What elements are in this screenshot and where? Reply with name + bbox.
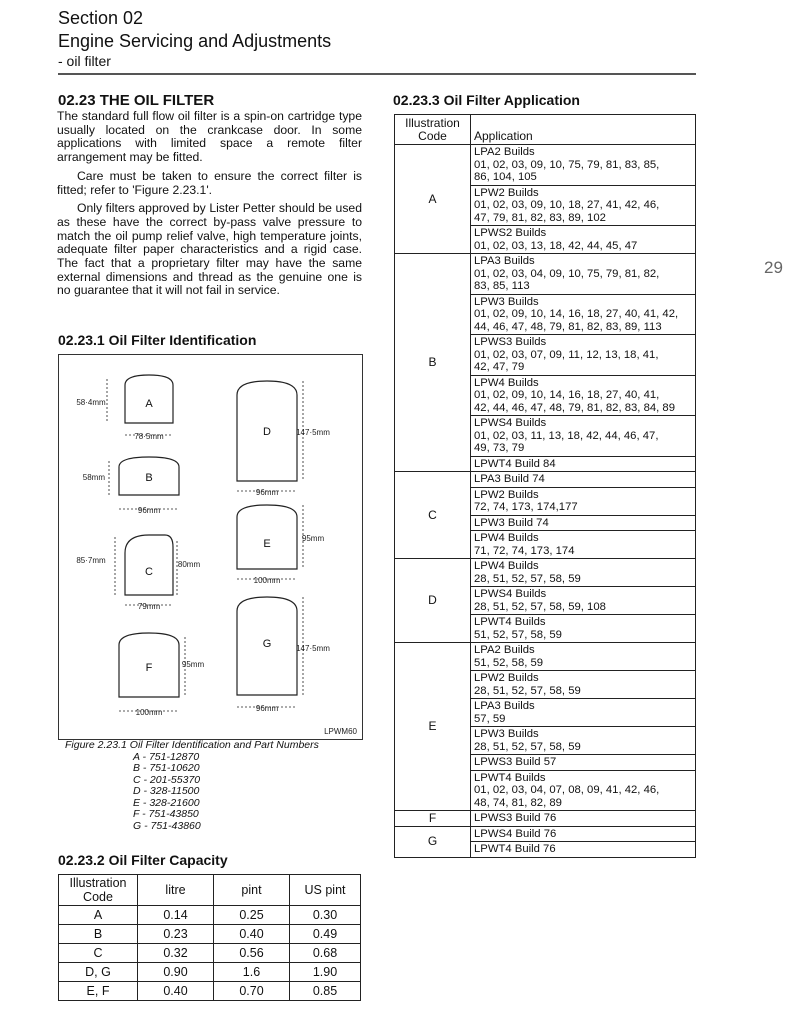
filter-c-outline: [125, 535, 173, 595]
col-header: Illustration Code: [59, 875, 138, 906]
col-header: pint: [214, 875, 290, 906]
table-row: [59, 906, 361, 925]
entry-line: LPWS4 Builds: [474, 417, 547, 429]
caption-title: Figure 2.23.1 Oil Filter Identification and Part Numbers: [65, 739, 319, 751]
entry-line: 28, 51, 52, 57, 58, 59: [474, 572, 581, 585]
filter-e-outline: [237, 505, 297, 569]
oil-filter-heading: 02.23 THE OIL FILTER: [58, 92, 215, 109]
cell: C: [59, 944, 138, 963]
application-entry: [471, 811, 695, 826]
cell: 0.90: [138, 963, 214, 982]
entry-line: 28, 51, 52, 57, 58, 59, 108: [474, 600, 606, 613]
dim-b-width: 96mm: [137, 506, 161, 515]
label-c: C: [145, 566, 153, 578]
dim-g-width: 96mm: [255, 704, 279, 713]
intro-text: [57, 110, 362, 303]
page-number: 29: [764, 258, 783, 277]
dim-c-height: 85·7mm: [76, 556, 106, 565]
entry-line: 57, 59: [474, 712, 506, 725]
label-f: F: [145, 662, 153, 674]
part-number: B - 751-10620: [133, 762, 200, 774]
cell: 0.40: [214, 925, 290, 944]
cell: E, F: [59, 982, 138, 1001]
label-e: E: [263, 538, 271, 550]
application-entry: [471, 671, 695, 699]
filter-diagram: [59, 355, 362, 739]
header-rule: [58, 73, 696, 75]
table-row: [395, 559, 696, 643]
application-entry: [471, 516, 695, 532]
entry-line: LPA3 Builds: [474, 255, 535, 267]
label-b: B: [145, 472, 153, 484]
cell: 0.40: [138, 982, 214, 1001]
entry-line: 42, 47, 79: [474, 361, 525, 373]
illustration-code: A: [395, 145, 471, 254]
cell: B: [59, 925, 138, 944]
entry-line: LPWT4 Builds: [474, 616, 546, 628]
table-row: [395, 643, 696, 811]
entry-line: LPA2 Builds: [474, 644, 535, 656]
cell: 0.30: [290, 906, 361, 925]
entry-line: 49, 73, 79: [474, 442, 525, 454]
entry-line: LPW3 Builds: [474, 295, 539, 308]
entry-line: LPW4 Builds: [474, 376, 539, 389]
entry-line: LPW3 Builds: [474, 728, 539, 740]
application-entry: [471, 145, 695, 186]
illustration-code: D: [395, 559, 471, 643]
application-entry: [471, 827, 695, 843]
cell: 0.56: [214, 944, 290, 963]
application-entry: [471, 186, 695, 227]
application-entry: [471, 226, 695, 253]
application-cell: [471, 254, 696, 472]
paragraph: Only filters approved by Lister Petter should be used as these have the correct by-pass valve pressure to match the oil pump relief valve, high temperature joints, adequate filter paper characteristics and a rigid case. The fact that a proprietary filter may have the same external dimensions and thread as the genuine one is no guarantee that it will not fail in service.: [57, 201, 362, 298]
part-number: C - 201-55370: [133, 773, 201, 786]
entry-line: 01, 02, 03, 04, 07, 08, 09, 41, 42, 46,: [474, 784, 660, 796]
table-row: [395, 472, 696, 559]
illustration-code: C: [395, 472, 471, 559]
entry-line: LPW4 Builds: [474, 532, 539, 544]
table-row: [59, 944, 361, 963]
entry-line: LPA3 Builds: [474, 700, 535, 712]
capacity-table: [58, 874, 361, 1001]
dim-a-height: 58·4mm: [76, 398, 106, 407]
dim-d-height: 147·5mm: [296, 428, 330, 437]
application-entry: [471, 842, 695, 857]
application-entry: [471, 615, 695, 642]
table-row: [395, 145, 696, 254]
identification-heading: 02.23.1 Oil Filter Identification: [58, 332, 257, 348]
cell: 0.49: [290, 925, 361, 944]
entry-line: LPWS3 Builds: [474, 336, 547, 348]
entry-line: 44, 46, 47, 48, 79, 81, 82, 83, 89, 113: [474, 320, 662, 333]
label-d: D: [263, 426, 271, 438]
application-entry: [471, 531, 695, 558]
figure-caption: [65, 740, 319, 832]
application-entry: [471, 559, 695, 587]
section-number: Section 02: [58, 8, 144, 28]
cell: 0.68: [290, 944, 361, 963]
part-number: G - 751-43860: [133, 819, 201, 832]
entry-line: 71, 72, 74, 173, 174: [474, 544, 575, 557]
entry-line: 01, 02, 09, 10, 14, 16, 18, 27, 40, 41, 42,: [474, 308, 679, 320]
application-entry: [471, 643, 695, 671]
table-row: [59, 925, 361, 944]
cell: 0.14: [138, 906, 214, 925]
col-header: Illustration Code: [395, 115, 471, 145]
application-cell: [471, 472, 696, 559]
entry-line: 83, 85, 113: [474, 280, 530, 292]
entry-line: 01, 02, 03, 04, 09, 10, 75, 79, 81, 82,: [474, 267, 660, 280]
entry-line: 47, 79, 81, 82, 83, 89, 102: [474, 211, 606, 224]
part-number: E - 328-21600: [133, 796, 200, 809]
illustration-code: B: [395, 254, 471, 472]
dim-c-inner-height: 80mm: [177, 560, 201, 569]
entry-line: 51, 52, 58, 59: [474, 656, 544, 669]
paragraph: Care must be taken to ensure the correct filter is fitted; refer to 'Figure 2.23.1'.: [57, 168, 362, 197]
cell: 0.32: [138, 944, 214, 963]
entry-line: LPW4 Builds: [474, 560, 539, 572]
cell: D, G: [59, 963, 138, 982]
table-row: [59, 963, 361, 982]
part-number: D - 328-11500: [133, 785, 200, 797]
application-entry: [471, 254, 695, 295]
cell: 0.70: [214, 982, 290, 1001]
entry-line: 01, 02, 03, 13, 18, 42, 44, 45, 47: [474, 239, 638, 252]
entry-line: 28, 51, 52, 57, 58, 59: [474, 684, 581, 697]
cell: 1.90: [290, 963, 361, 982]
entry-line: 01, 02, 03, 11, 13, 18, 42, 44, 46, 47,: [474, 429, 659, 442]
entry-line: 01, 02, 03, 09, 10, 18, 27, 41, 42, 46,: [474, 199, 660, 211]
application-table: [394, 114, 696, 858]
dim-d-width: 96mm: [255, 488, 279, 497]
entry-line: 42, 44, 46, 47, 48, 79, 81, 82, 83, 84, 89: [474, 401, 675, 414]
entry-line: LPWT4 Build 84: [474, 457, 556, 470]
col-header: litre: [138, 875, 214, 906]
entry-line: LPA2 Builds: [474, 146, 535, 158]
entry-line: 28, 51, 52, 57, 58, 59: [474, 740, 581, 753]
paragraph: The standard full flow oil filter is a spin-on cartridge type usually located on the crankcase door. In some applications with limited space a remote filter arrangement may be fitted.: [57, 109, 362, 165]
dim-g-height: 147·5mm: [296, 644, 330, 653]
part-number: F - 751-43850: [133, 808, 199, 820]
application-entry: [471, 771, 695, 811]
entry-line: 01, 02, 03, 09, 10, 75, 79, 81, 83, 85,: [474, 158, 660, 171]
part-number: A - 751-12870: [133, 750, 200, 763]
col-header: Application: [471, 115, 696, 145]
entry-line: 72, 74, 173, 174,177: [474, 501, 578, 513]
label-g: G: [262, 638, 272, 650]
application-cell: [471, 826, 696, 857]
application-entry: [471, 472, 695, 488]
illustration-code: E: [395, 643, 471, 811]
entry-line: 01, 02, 03, 07, 09, 11, 12, 13, 18, 41,: [474, 348, 659, 361]
application-entry: [471, 488, 695, 516]
entry-line: 48, 74, 81, 82, 89: [474, 796, 562, 809]
dim-e-height: 95mm: [301, 534, 325, 543]
entry-line: LPWS4 Builds: [474, 588, 547, 600]
table-row: [395, 254, 696, 472]
application-entry: [471, 335, 695, 376]
application-entry: [471, 457, 695, 472]
application-cell: [471, 559, 696, 643]
application-cell: [471, 643, 696, 811]
entry-line: LPWT4 Build 76: [474, 843, 556, 855]
dim-a-width: 78·5mm: [134, 432, 164, 441]
application-entry: [471, 295, 695, 336]
table-row: [59, 982, 361, 1001]
dim-c-width: 79mm: [137, 602, 161, 611]
application-entry: [471, 727, 695, 755]
table-row: [395, 826, 696, 857]
dim-f-height: 95mm: [181, 660, 205, 669]
cell: 0.25: [214, 906, 290, 925]
cell: 1.6: [214, 963, 290, 982]
table-row: [395, 811, 696, 827]
dim-f-width: 100mm: [135, 708, 163, 717]
section-subtitle: - oil filter: [58, 53, 111, 69]
filter-identification-figure: [58, 354, 363, 740]
application-entry: [471, 699, 695, 727]
cell: 0.23: [138, 925, 214, 944]
application-entry: [471, 416, 695, 457]
application-entry: [471, 755, 695, 771]
figure-reference: LPWM60: [324, 727, 357, 736]
application-entry: [471, 376, 695, 417]
entry-line: LPWT4 Builds: [474, 771, 546, 784]
section-title: Engine Servicing and Adjustments: [58, 31, 332, 51]
col-header: US pint: [290, 875, 361, 906]
dim-b-height: 58mm: [82, 473, 105, 482]
entry-line: LPWS3 Build 76: [474, 812, 557, 824]
application-cell: [471, 811, 696, 827]
application-heading: 02.23.3 Oil Filter Application: [393, 92, 580, 108]
dim-e-width: 100mm: [253, 576, 281, 585]
entry-line: 86, 104, 105: [474, 171, 537, 183]
entry-line: LPW3 Build 74: [474, 516, 549, 529]
cell: A: [59, 906, 138, 925]
illustration-code: G: [395, 826, 471, 857]
entry-line: 01, 02, 09, 10, 14, 16, 18, 27, 40, 41,: [474, 389, 660, 401]
entry-line: LPW2 Builds: [474, 672, 539, 684]
entry-line: LPA3 Build 74: [474, 473, 545, 485]
cell: 0.85: [290, 982, 361, 1001]
application-entry: [471, 587, 695, 615]
entry-line: LPWS2 Builds: [474, 227, 547, 239]
application-cell: [471, 145, 696, 254]
illustration-code: F: [395, 811, 471, 827]
capacity-heading: 02.23.2 Oil Filter Capacity: [58, 852, 228, 868]
entry-line: LPW2 Builds: [474, 186, 539, 199]
entry-line: 51, 52, 57, 58, 59: [474, 628, 562, 641]
entry-line: LPWS4 Build 76: [474, 827, 557, 840]
entry-line: LPWS3 Build 57: [474, 756, 557, 768]
entry-line: LPW2 Builds: [474, 488, 539, 501]
label-a: A: [145, 398, 153, 410]
